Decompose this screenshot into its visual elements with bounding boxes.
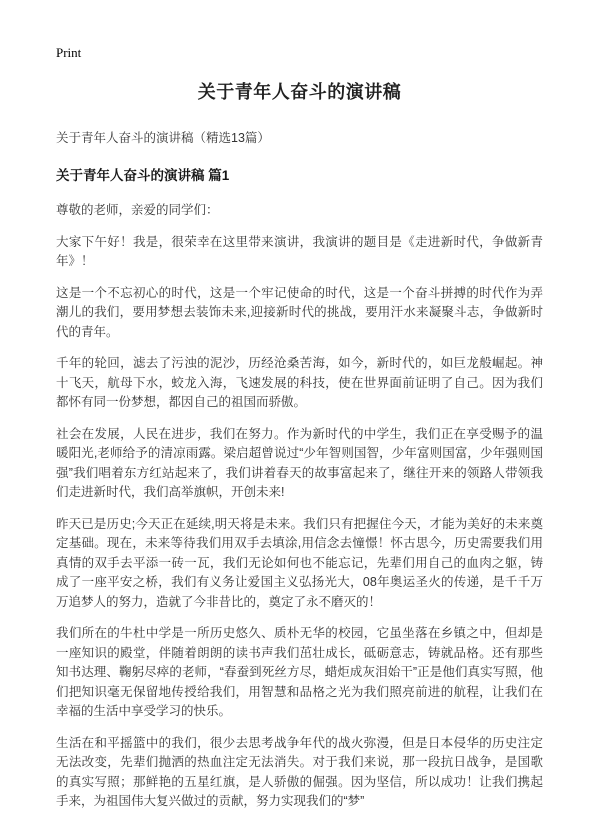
paragraph: 大家下午好！我是，很荣幸在这里带来演讲，我演讲的题目是《走进新时代，争做新青年》！ [56, 234, 543, 268]
doc-subtitle: 关于青年人奋斗的演讲稿（精选13篇） [56, 131, 270, 145]
paragraph: 生活在和平摇篮中的我们，很少去思考战争年代的战火弥漫，但是日本侵华的历史注定无法改变，先辈们抛洒的热血注定无法消失。对于我们来说，那一段抗日战争，是国歌的真实写照；那鲜艳的五星红旗，是人骄傲的倔强。因为坚信，所以成功！让我们携起手来，为祖国伟大复兴做过的贡献，努力实现我们的“梦” [56, 735, 543, 808]
paragraph: 昨天已是历史;今天正在延续,明天将是未来。我们只有把握住今天，才能为美好的未来奠定基础。现在，未来等待我们用双手去填涂,用信念去憧憬！怀古思今，历史需要我们用真情的双手去平添一砖一瓦，我们无论如何也不能忘记，先辈们用自己的血肉之躯，铸成了一座平安之桥，我们有义务让爱国主义弘扬光大，08年奥运圣火的传递，是千千万万追梦人的努力，造就了今非昔比的，奠定了永不磨灭的！ [56, 516, 543, 609]
paragraph: 社会在发展，人民在进步，我们在努力。作为新时代的中学生，我们正在享受赐予的温暖阳光,老师给予的清凉雨露。梁启超曾说过“少年智则国智，少年富则国富，少年强则国强”我们唱着东方红站起来了，我们讲着春天的故事富起来了，继往开来的领路人带领我们走进新时代，我们高举旗帜，开创未来! [56, 426, 543, 499]
article-body [56, 201, 543, 812]
paragraph: 千年的轮回，滤去了污浊的泥沙，历经沧桑苦海，如今，新时代的，如巨龙般崛起。神十飞天，航母下水，蛟龙入海，飞速发展的科技，使在世界面前证明了自己。因为我们都怀有同一份梦想，都因自己的祖国而骄傲。 [56, 356, 543, 409]
paragraph: 这是一个不忘初心的时代，这是一个牢记使命的时代，这是一个奋斗拼搏的时代作为弄潮儿的我们，要用梦想去装饰未来,迎接新时代的挑战，要用汗水来凝聚斗志，争做新时代的青年。 [56, 285, 543, 339]
page-title: 关于青年人奋斗的演讲稿 [197, 82, 402, 102]
paragraph: 尊敬的老师，亲爱的同学们： [56, 203, 219, 217]
section-heading: 关于青年人奋斗的演讲稿 篇1 [56, 168, 230, 183]
paragraph: 我们所在的牛杜中学是一所历史悠久、质朴无华的校园，它虽坐落在乡镇之中，但却是一座知识的殿堂，伴随着朗朗的读书声我们茁壮成长，砥砺意志，铸就品格。还有那些知书达理、鞠躬尽瘁的老师，“春蚕到死丝方尽，蜡炬成灰泪始干”正是他们真实写照，他们把知识毫无保留地传授给我们，用智慧和品格之光为我们照亮前进的航程，让我们在幸福的生活中享受学习的快乐。 [56, 626, 543, 718]
print-button[interactable]: Print [56, 45, 82, 60]
